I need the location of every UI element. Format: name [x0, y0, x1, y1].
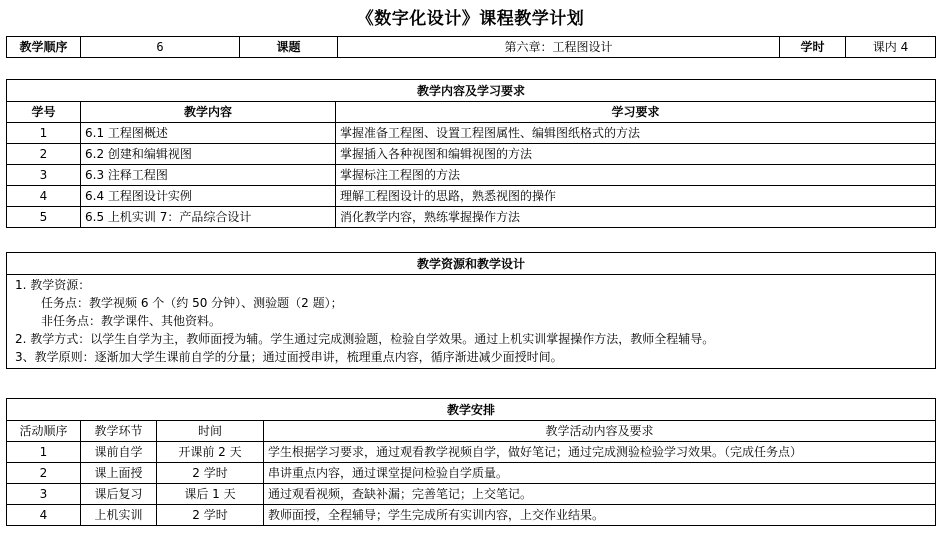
row-req: 掌握准备工程图、设置工程图属性、编辑图纸格式的方法	[336, 123, 936, 144]
row-content: 6.3 注释工程图	[81, 165, 336, 186]
row-time: 2 学时	[157, 463, 264, 484]
schedule-header-row	[7, 421, 936, 442]
resources-body	[7, 275, 936, 369]
row-detail: 学生根据学习要求，通过观看教学视频自学，做好笔记；通过完成测验检验学习效果。（完成任务点）	[264, 442, 936, 463]
resources-line-3: 非任务点：教学课件、其他资料。	[41, 314, 222, 328]
col-order-header: 活动顺序	[7, 421, 81, 442]
row-content: 6.1 工程图概述	[81, 123, 336, 144]
resources-line-1: 1. 教学资源：	[15, 278, 91, 292]
row-order: 3	[7, 484, 81, 505]
table-row	[7, 484, 936, 505]
col-content-header: 教学内容	[81, 102, 336, 123]
table-row	[7, 123, 936, 144]
table-row	[7, 463, 936, 484]
schedule-table	[6, 398, 936, 526]
content-heading: 教学内容及学习要求	[7, 80, 936, 102]
col-time-header: 时间	[157, 421, 264, 442]
topic-label: 课题	[240, 37, 338, 58]
row-no: 2	[7, 144, 81, 165]
row-order: 1	[7, 442, 81, 463]
table-row	[7, 207, 936, 228]
col-no-header: 学号	[7, 102, 81, 123]
row-no: 4	[7, 186, 81, 207]
topic-value: 第六章：工程图设计	[338, 37, 780, 58]
header-table	[6, 36, 936, 58]
row-content: 6.2 创建和编辑视图	[81, 144, 336, 165]
row-stage: 课后复习	[81, 484, 157, 505]
table-row	[7, 442, 936, 463]
resources-line-5: 3、教学原则：逐渐加大学生课前自学的分量；通过面授串讲，梳理重点内容，循序渐进减少面授时间。	[15, 350, 563, 364]
table-row	[7, 505, 936, 526]
table-row	[7, 165, 936, 186]
col-stage-header: 教学环节	[81, 421, 157, 442]
col-req-header: 学习要求	[336, 102, 936, 123]
col-detail-header: 教学活动内容及要求	[264, 421, 936, 442]
row-no: 3	[7, 165, 81, 186]
resources-heading: 教学资源和教学设计	[7, 253, 936, 275]
schedule-heading: 教学安排	[7, 399, 936, 421]
header-row	[7, 37, 936, 58]
row-req: 消化教学内容，熟练掌握操作方法	[336, 207, 936, 228]
row-time: 2 学时	[157, 505, 264, 526]
row-detail: 教师面授，全程辅导；学生完成所有实训内容，上交作业结果。	[264, 505, 936, 526]
row-order: 4	[7, 505, 81, 526]
content-table	[6, 79, 936, 228]
row-req: 理解工程图设计的思路，熟悉视图的操作	[336, 186, 936, 207]
row-detail: 通过观看视频，查缺补漏；完善笔记；上交笔记。	[264, 484, 936, 505]
resources-line-4: 2. 教学方式：以学生自学为主，教师面授为辅。学生通过完成测验题，检验自学效果。通过上机实训掌握操作方法，教师全程辅导。	[15, 332, 715, 346]
hours-value: 课内 4	[846, 37, 936, 58]
row-stage: 课前自学	[81, 442, 157, 463]
row-time: 课后 1 天	[157, 484, 264, 505]
row-no: 5	[7, 207, 81, 228]
row-content: 6.4 工程图设计实例	[81, 186, 336, 207]
table-row	[7, 144, 936, 165]
row-req: 掌握插入各种视图和编辑视图的方法	[336, 144, 936, 165]
hours-label: 学时	[780, 37, 846, 58]
row-no: 1	[7, 123, 81, 144]
row-stage: 课上面授	[81, 463, 157, 484]
row-stage: 上机实训	[81, 505, 157, 526]
content-header-row	[7, 102, 936, 123]
resources-table	[6, 252, 936, 369]
row-content: 6.5 上机实训 7：产品综合设计	[81, 207, 336, 228]
resources-line-2: 任务点：教学视频 6 个（约 50 分钟）、测验题（2 题）；	[41, 296, 343, 310]
row-order: 2	[7, 463, 81, 484]
order-value: 6	[81, 37, 240, 58]
row-detail: 串讲重点内容，通过课堂提问检验自学质量。	[264, 463, 936, 484]
page-title: 《数字化设计》课程教学计划	[356, 9, 585, 29]
table-row	[7, 186, 936, 207]
row-time: 开课前 2 天	[157, 442, 264, 463]
order-label: 教学顺序	[7, 37, 81, 58]
row-req: 掌握标注工程图的方法	[336, 165, 936, 186]
